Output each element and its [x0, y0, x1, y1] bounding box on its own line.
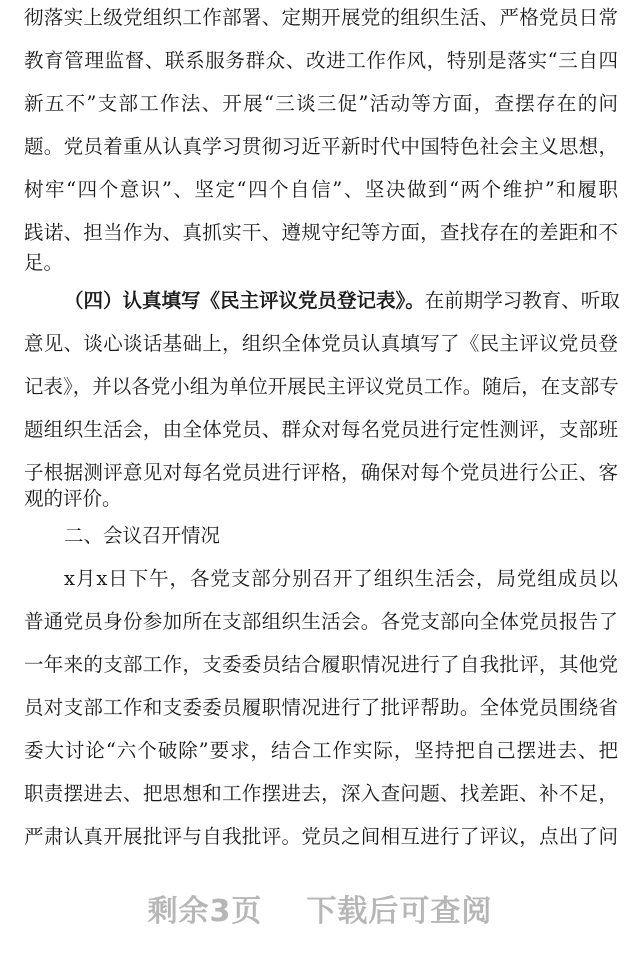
paragraph-line: 意见、谈心谈话基础上，组织全体党员认真填写了《民主评议党员登: [24, 332, 618, 355]
paragraph-line: 题。党员着重从认真学习贯彻习近平新时代中国特色社会主义思想，: [24, 135, 618, 158]
paragraph-line: 观的评价。: [24, 487, 122, 510]
paragraph-line: 记表》，并以各党小组为单位开展民主评议党员工作。随后，在支部专: [24, 375, 619, 398]
paragraph-line: 题组织生活会，由全体党员、群众对每名党员进行定性测评，支部班: [24, 418, 618, 441]
paragraph-line: 教育管理监督、联系服务群众、改进工作作风，特别是落实“三自四: [24, 49, 618, 72]
paragraph-line: 彻落实上级党组织工作部署、定期开展党的组织生活、严格党员日常: [24, 6, 618, 29]
paragraph-line: 委大讨论“六个破除”要求，结合工作实际，坚持把自己摆进去、把: [24, 739, 618, 762]
paragraph-line: 践诺、担当作为、真抓实干、遵规守纪等方面，查找存在的差距和不: [24, 221, 618, 244]
paragraph-line: 普通党员身份参加所在支部组织生活会。各党支部向全体党员报告了: [24, 610, 618, 633]
paragraph-line: 子根据测评意见对每名党员进行评格，确保对每个党员进行公正、客: [24, 461, 618, 484]
section-heading: 二、会议召开情况: [64, 524, 221, 547]
paragraph-line: x月x日下午，各党支部分别召开了组织生活会，局党组成员以: [64, 567, 618, 590]
download-footer-banner[interactable]: [0, 886, 640, 930]
paragraph-line: 一年来的支部工作，支委委员结合履职情况进行了自我批评，其他党: [24, 653, 618, 676]
paragraph-line: 严肃认真开展批评与自我批评。党员之间相互进行了评议，点出了问: [24, 825, 618, 848]
section-4-first-line: [64, 283, 618, 319]
remaining-pages-text: 剩余3页: [147, 894, 263, 929]
paragraph-line: 职责摆进去、把思想和工作摆进去，深入查问题、找差距、补不足，: [24, 782, 618, 805]
paragraph-line: 树牢“四个意识”、坚定“四个自信”、坚决做到“两个维护”和履职: [24, 178, 618, 201]
paragraph-line: 足。: [24, 251, 64, 274]
download-prompt-text: 下载后可查阅: [306, 894, 493, 929]
section-4-text: 在前期学习教育、听取: [424, 289, 620, 312]
section-4-heading: （四）认真填写《民主评议党员登记表》。: [64, 289, 425, 312]
paragraph-line: 员对支部工作和支委委员履职情况进行了批评帮助。全体党员围绕省: [24, 696, 618, 719]
paragraph-line: 新五不”支部工作法、开展“三谈三促”活动等方面，查摆存在的问: [24, 92, 618, 115]
